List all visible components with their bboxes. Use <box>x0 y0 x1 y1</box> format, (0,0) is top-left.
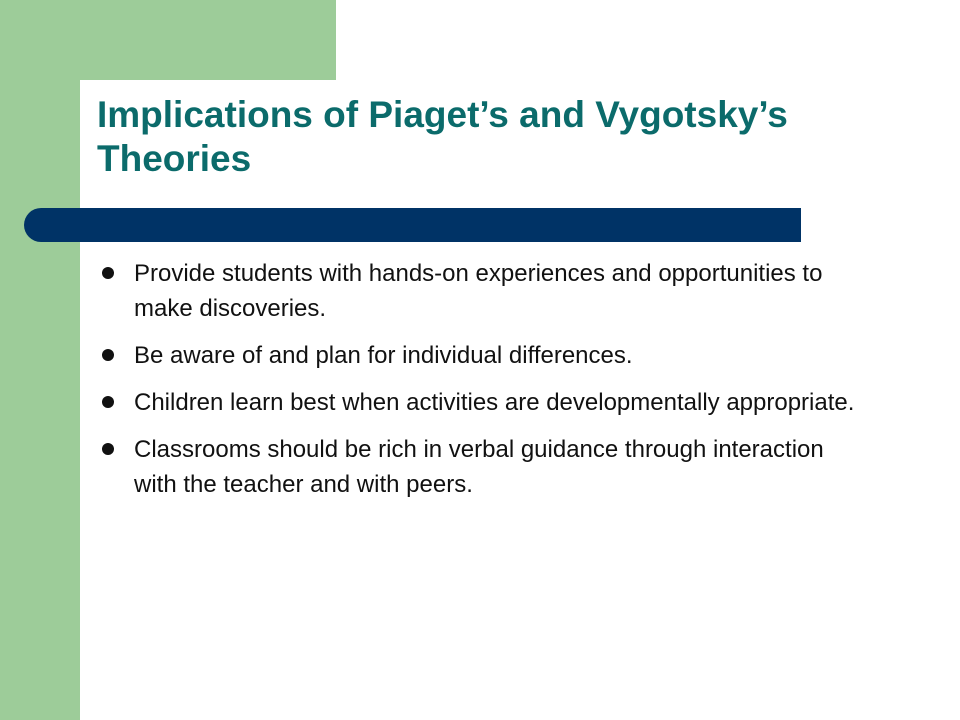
title-underline-bar <box>24 208 801 242</box>
bullet-item <box>100 385 860 420</box>
bullet-list <box>100 256 860 514</box>
bullet-dot-icon <box>102 267 114 279</box>
bullet-text: Children learn best when activities are developmentally appropriate. <box>134 389 855 416</box>
bullet-dot-icon <box>102 349 114 361</box>
bullet-dot-icon <box>102 443 114 455</box>
green-top-band <box>0 0 336 80</box>
bullet-text: Provide students with hands-on experiences and opportunities to make discoveries. <box>134 260 823 322</box>
bullet-text: Classrooms should be rich in verbal guidance through interaction with the teacher and with peers. <box>134 436 824 498</box>
bullet-text: Be aware of and plan for individual differences. <box>134 342 633 369</box>
green-sidebar-band <box>0 0 80 720</box>
bullet-item <box>100 432 860 502</box>
slide-title: Implications of Piaget’s and Vygotsky’s Theories <box>97 94 788 179</box>
bullet-item <box>100 338 860 373</box>
bullet-item <box>100 256 860 326</box>
bullet-dot-icon <box>102 396 114 408</box>
